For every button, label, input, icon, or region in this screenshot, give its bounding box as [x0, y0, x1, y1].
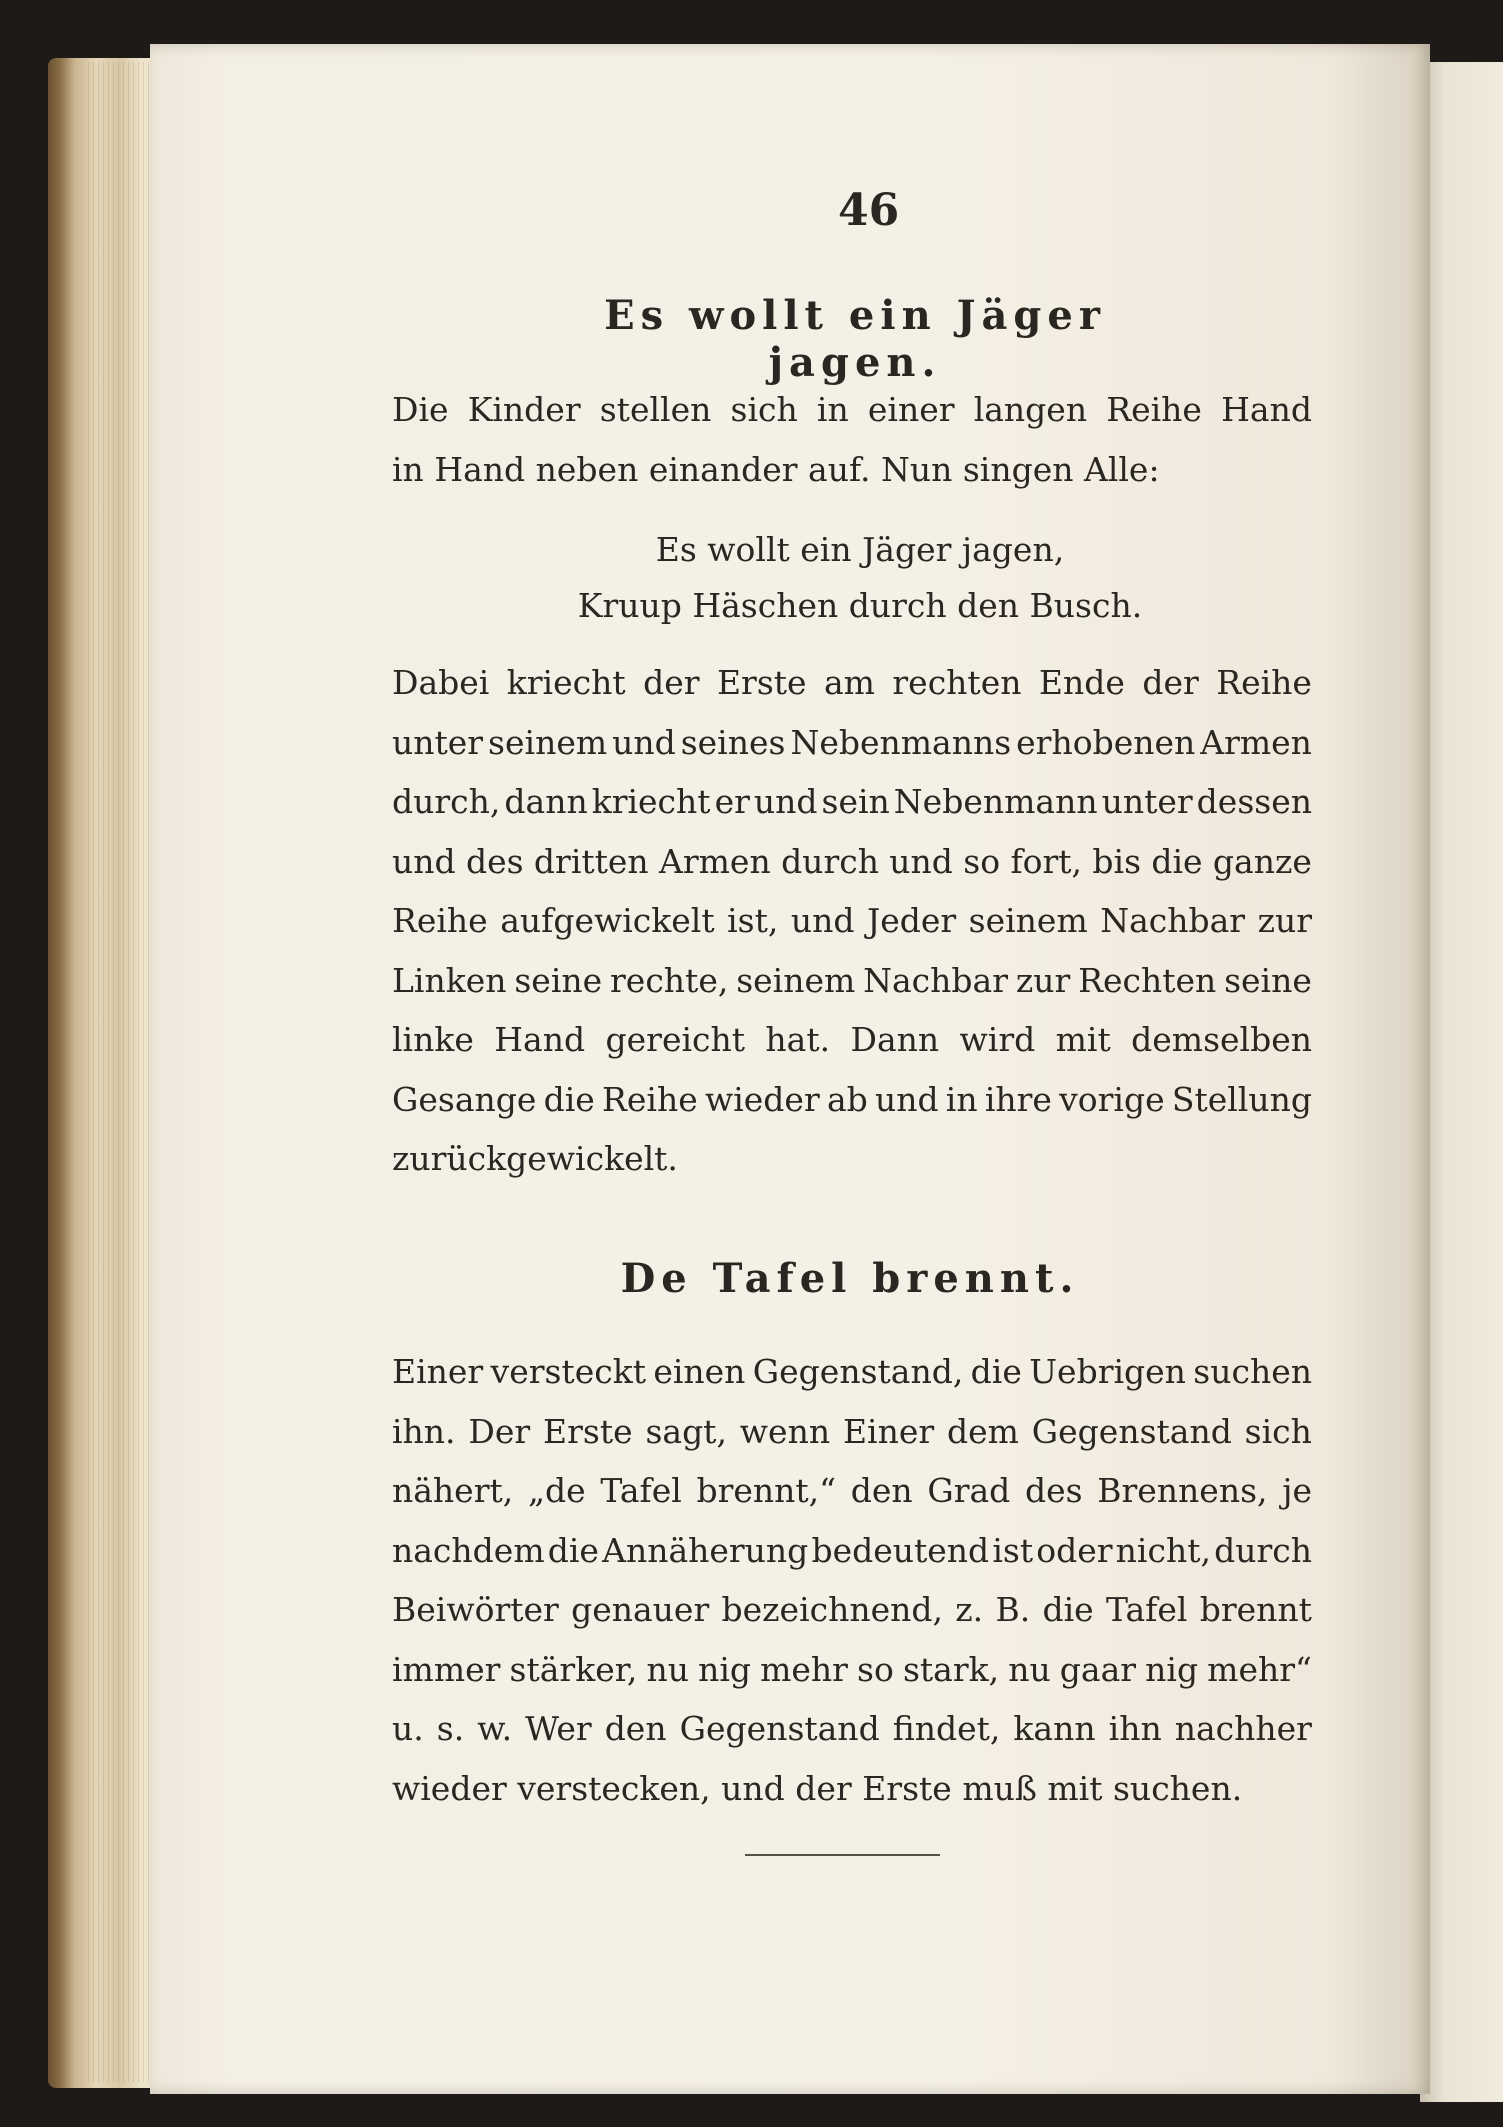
text-line: durch, dann kriecht er und sein Nebenmann unter dessen — [392, 782, 1312, 821]
body-paragraph — [392, 1342, 1312, 1818]
text-line: Linken seine rechte, seinem Nachbar zur Rechten seine — [392, 960, 1312, 1000]
section-heading: De Tafel brennt. — [620, 1255, 1080, 1302]
text-line: Reihe aufgewickelt ist, und Jeder seinem Nachbar zur — [392, 901, 1312, 940]
text-line: linke Hand gereicht hat. Dann wird mit demselben — [392, 1020, 1312, 1059]
text-line: Einer versteckt einen Gegenstand, die Uebrigen suchen — [392, 1352, 1312, 1391]
text-line: Beiwörter genauer bezeichnend, z. B. die Tafel brennt — [392, 1590, 1312, 1629]
text-line: nachdem die Annäherung bedeutend ist oder nicht, durch — [392, 1530, 1312, 1570]
verse — [530, 522, 1190, 634]
page-number: 46 — [838, 185, 900, 236]
text-line: und des dritten Armen durch und so fort, bis die ganze — [392, 841, 1312, 881]
text-line: u. s. w. Wer den Gegenstand findet, kann ihn nachher — [392, 1709, 1312, 1748]
text-line: wieder verstecken, und der Erste muß mit suchen. — [392, 1768, 1243, 1808]
text-line: nähert, „de Tafel brennt,“ den Grad des Brennens, je — [392, 1471, 1312, 1510]
text-line: Die Kinder stellen sich in einer langen Reihe Hand — [392, 390, 1312, 429]
text-line: Gesange die Reihe wieder ab und in ihre vorige Stellung — [392, 1079, 1312, 1119]
intro-paragraph — [392, 380, 1312, 499]
text-line: unter seinem und seines Nebenmanns erhobenen Armen — [392, 722, 1312, 762]
body-paragraph — [392, 653, 1312, 1189]
section-heading: Es wollt ein Jäger jagen. — [604, 292, 1106, 386]
text-line: Dabei kriecht der Erste am rechten Ende der Reihe — [392, 663, 1312, 702]
text-line: zurückgewickelt. — [392, 1139, 678, 1178]
verse-line: Kruup Häschen durch den Busch. — [577, 586, 1143, 625]
end-rule — [745, 1854, 940, 1856]
text-line: ihn. Der Erste sagt, wenn Einer dem Gegenstand sich — [392, 1411, 1312, 1451]
text-line: in Hand neben einander auf. Nun singen Alle: — [392, 449, 1160, 489]
text-line: immer stärker, nu nig mehr so stark, nu gaar nig mehr“ — [392, 1649, 1312, 1689]
adjacent-page — [1420, 62, 1503, 2102]
verse-line: Es wollt ein Jäger jagen, — [655, 530, 1065, 569]
